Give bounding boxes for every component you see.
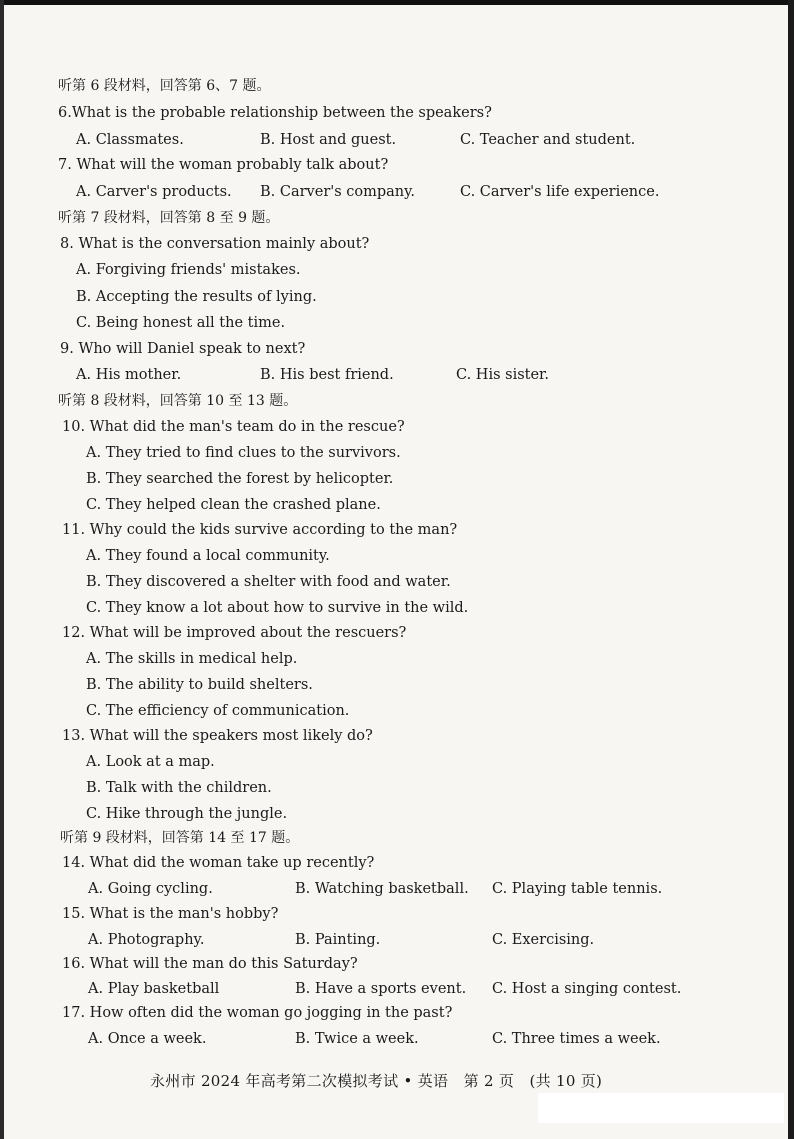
question-11-option-a: A. They found a local community. [86, 548, 330, 564]
question-6-stem: 6.What is the probable relationship between the speakers? [58, 105, 492, 121]
question-12-option-b: B. The ability to build shelters. [86, 677, 313, 693]
section-8-header: 听第 8 段材料，回答第 10 至 13 题。 [58, 393, 298, 409]
question-10-option-b: B. They searched the forest by helicopter. [86, 471, 394, 487]
page-footer: 永州市 2024 年高考第二次模拟考试 • 英语 第 2 页 (共 10 页) [150, 1072, 603, 1090]
scan-top-edge [0, 0, 794, 5]
question-16-option-c: C. Host a singing contest. [492, 981, 682, 997]
question-12-option-c: C. The efficiency of communication. [86, 703, 350, 719]
question-13-option-c: C. Hike through the jungle. [86, 806, 288, 822]
question-10-stem: 10. What did the man's team do in the rescue? [62, 419, 405, 435]
question-9-option-c: C. His sister. [456, 367, 550, 383]
question-12-stem: 12. What will be improved about the rescuers? [62, 625, 407, 641]
question-17-option-a: A. Once a week. [88, 1031, 207, 1047]
question-12-option-a: A. The skills in medical help. [86, 651, 298, 667]
question-15-stem: 15. What is the man's hobby? [62, 906, 279, 922]
question-9-option-b: B. His best friend. [260, 367, 394, 383]
question-14-option-c: C. Playing table tennis. [492, 881, 663, 897]
question-8-option-a: A. Forgiving friends' mistakes. [76, 262, 301, 278]
scan-white-patch [538, 1093, 784, 1123]
section-7-header: 听第 7 段材料，回答第 8 至 9 题。 [58, 210, 280, 226]
question-16-stem: 16. What will the man do this Saturday? [62, 956, 358, 972]
question-14-option-b: B. Watching basketball. [295, 881, 469, 897]
question-15-option-c: C. Exercising. [492, 932, 595, 948]
question-17-option-b: B. Twice a week. [295, 1031, 419, 1047]
question-9-stem: 9. Who will Daniel speak to next? [60, 341, 306, 357]
question-7-option-c: C. Carver's life experience. [460, 184, 660, 200]
question-8-option-b: B. Accepting the results of lying. [76, 289, 317, 305]
scan-right-edge [788, 0, 794, 1139]
question-14-option-a: A. Going cycling. [88, 881, 213, 897]
question-11-option-b: B. They discovered a shelter with food and water. [86, 574, 451, 590]
question-10-option-a: A. They tried to find clues to the survivors. [86, 445, 401, 461]
section-6-header: 听第 6 段材料，回答第 6、7 题。 [58, 78, 271, 94]
question-9-option-a: A. His mother. [76, 367, 182, 383]
question-15-option-b: B. Painting. [295, 932, 381, 948]
question-11-stem: 11. Why could the kids survive according to the man? [62, 522, 458, 538]
question-10-option-c: C. They helped clean the crashed plane. [86, 497, 381, 513]
question-17-stem: 17. How often did the woman go jogging in the past? [62, 1005, 453, 1021]
question-17-option-c: C. Three times a week. [492, 1031, 661, 1047]
question-6-option-b: B. Host and guest. [260, 132, 397, 148]
question-8-stem: 8. What is the conversation mainly about? [60, 236, 370, 252]
section-9-header: 听第 9 段材料，回答第 14 至 17 题。 [60, 830, 300, 846]
question-6-option-c: C. Teacher and student. [460, 132, 636, 148]
question-11-option-c: C. They know a lot about how to survive in the wild. [86, 600, 469, 616]
question-7-stem: 7. What will the woman probably talk about? [58, 157, 389, 173]
question-7-option-b: B. Carver's company. [260, 184, 416, 200]
question-16-option-a: A. Play basketball [88, 981, 220, 997]
question-13-stem: 13. What will the speakers most likely do? [62, 728, 373, 744]
question-13-option-b: B. Talk with the children. [86, 780, 272, 796]
question-6-option-a: A. Classmates. [76, 132, 184, 148]
scan-left-edge [0, 0, 4, 1139]
question-7-option-a: A. Carver's products. [76, 184, 232, 200]
question-13-option-a: A. Look at a map. [86, 754, 215, 770]
question-14-stem: 14. What did the woman take up recently? [62, 855, 375, 871]
question-15-option-a: A. Photography. [88, 932, 205, 948]
question-8-option-c: C. Being honest all the time. [76, 315, 286, 331]
question-16-option-b: B. Have a sports event. [295, 981, 467, 997]
